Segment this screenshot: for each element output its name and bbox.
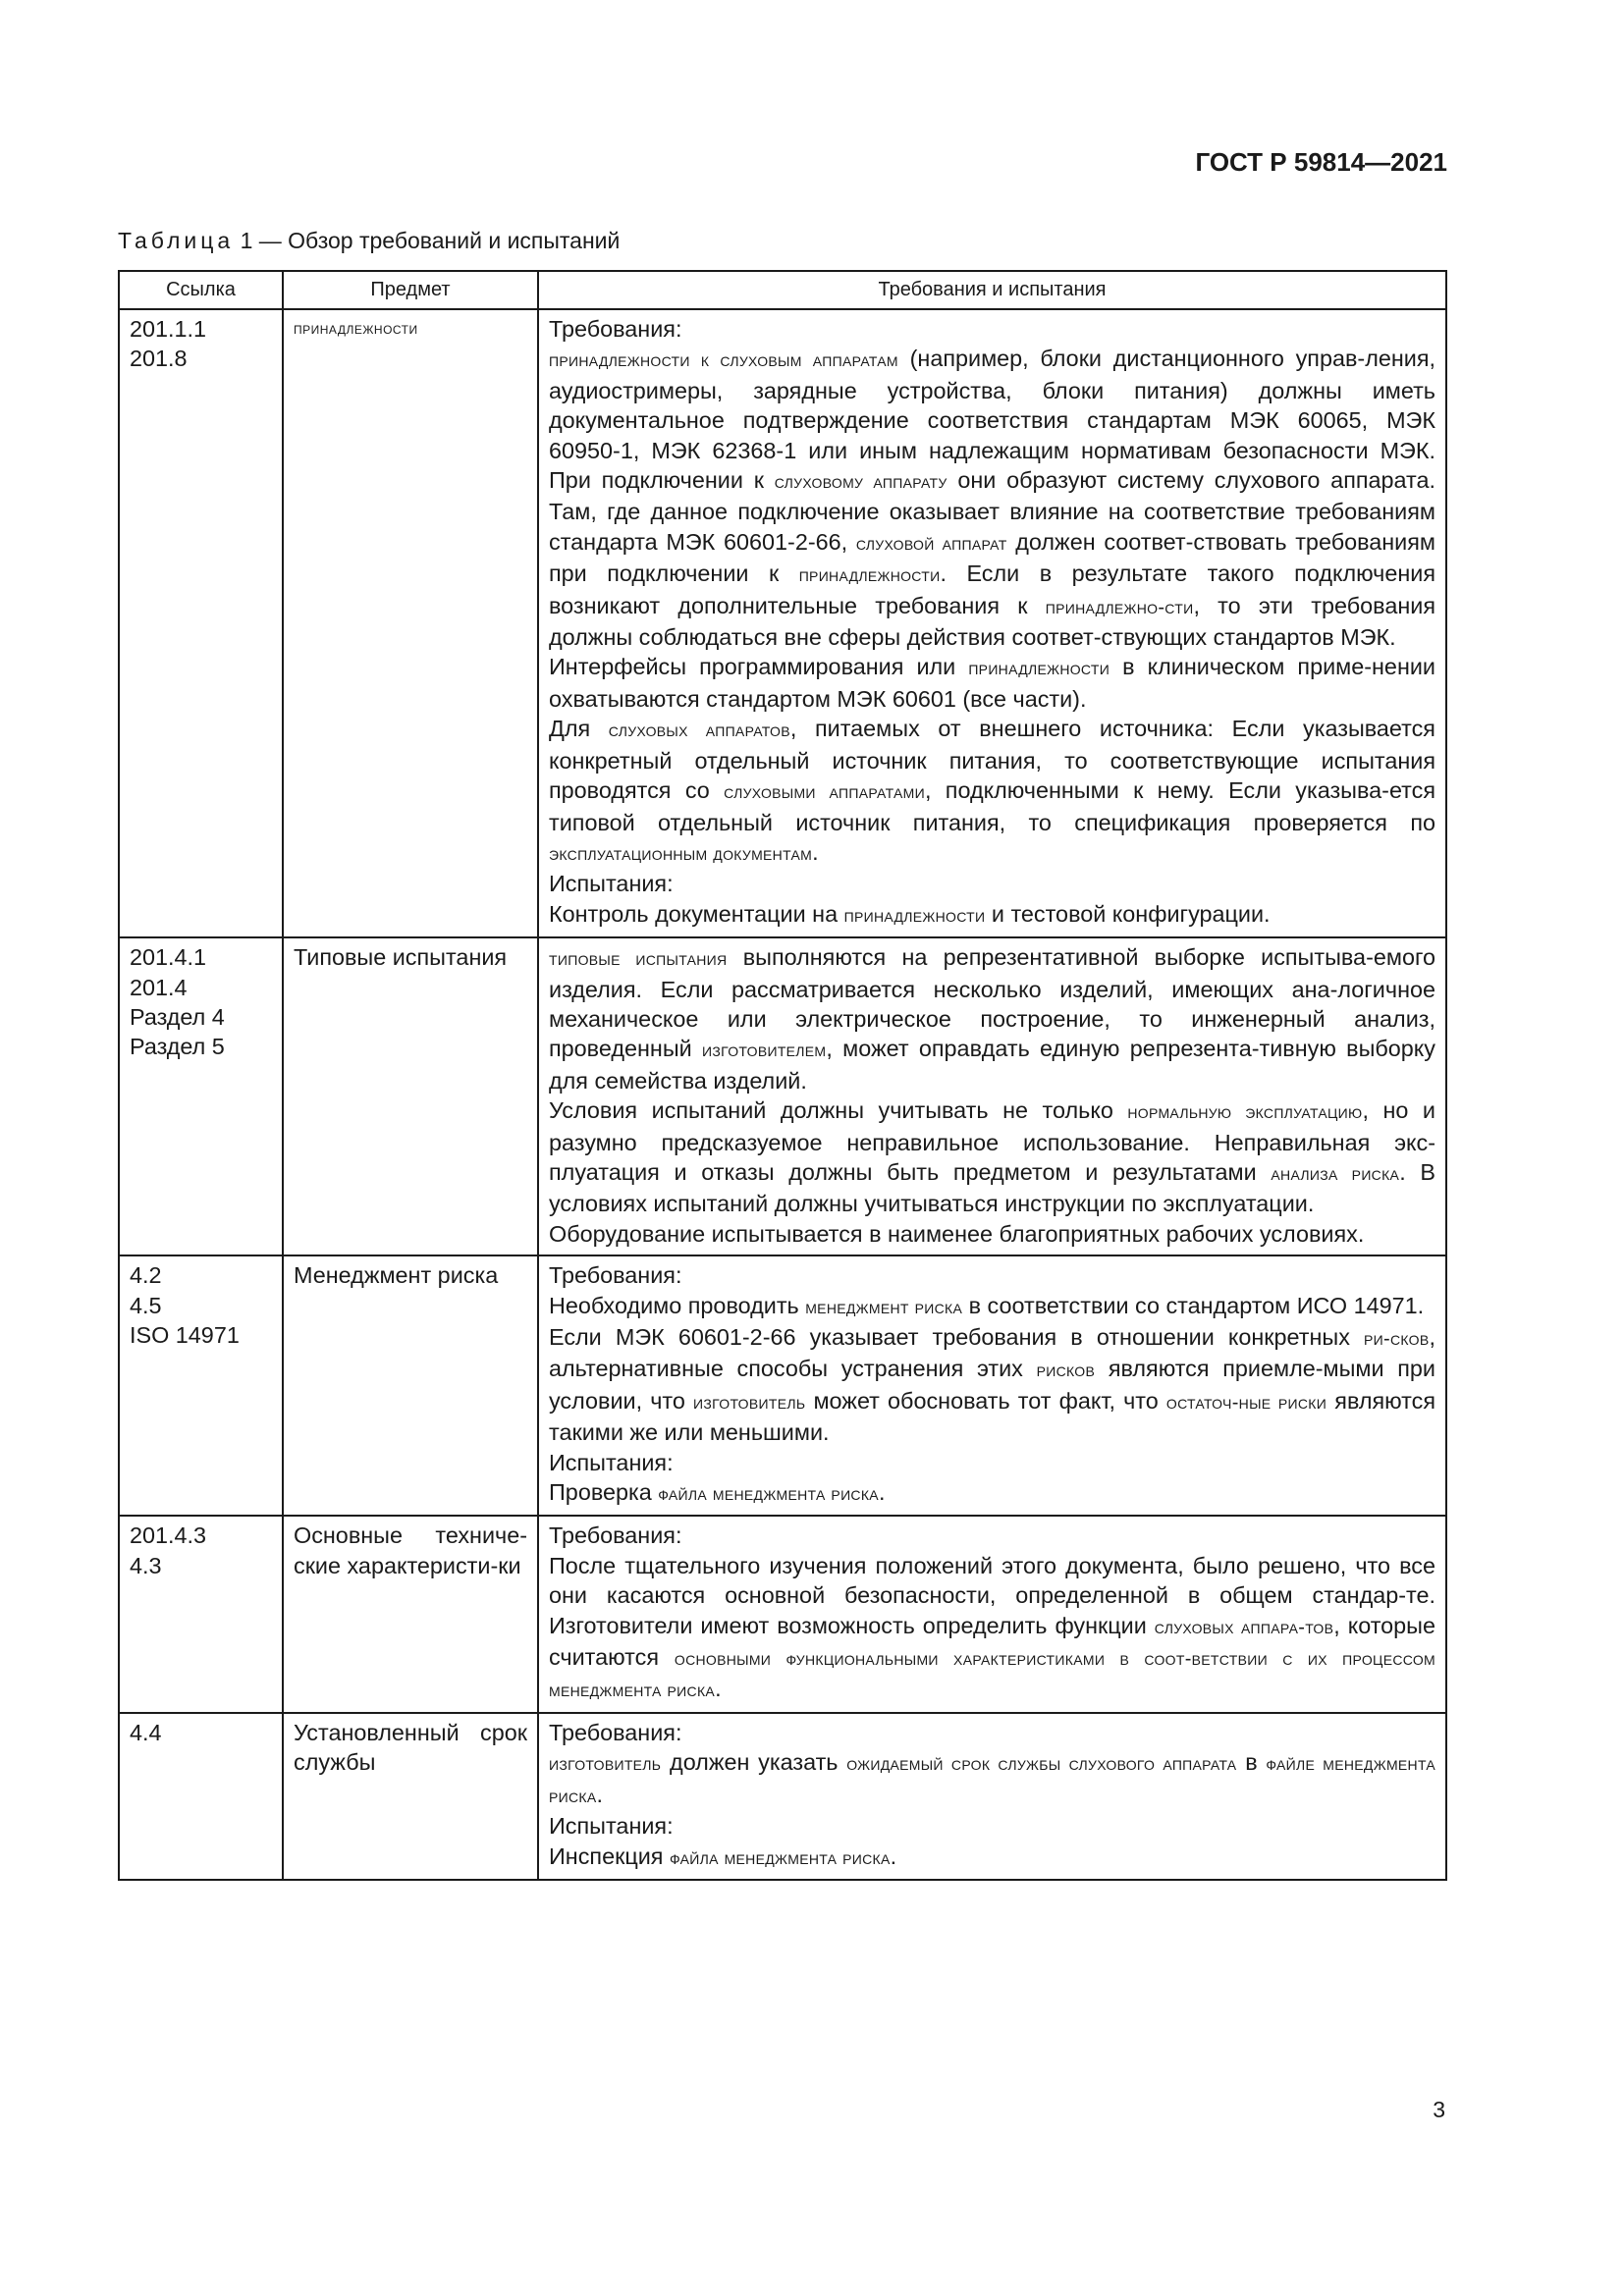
reference-item: Раздел 5 <box>130 1034 225 1060</box>
defined-term: менеджмент риска <box>805 1296 963 1318</box>
reference-cell <box>119 309 283 937</box>
requirement-paragraph: Инспекция файла менеджмента риска. <box>549 1842 897 1869</box>
reference-item: 201.1.1 <box>130 316 207 342</box>
defined-term: рисков <box>1036 1360 1096 1382</box>
reference-cell <box>119 1255 283 1516</box>
reference-item: 201.4 <box>130 974 188 1000</box>
reference-item: 201.8 <box>130 346 188 372</box>
requirements-cell <box>538 1713 1446 1880</box>
table-caption <box>118 228 620 254</box>
requirement-paragraph: Требования: <box>549 1262 682 1289</box>
reference-item: Раздел 4 <box>130 1003 225 1030</box>
reference-item: 4.3 <box>130 1552 162 1578</box>
requirement-paragraph: Оборудование испытывается в наименее благоприятных рабочих условиях. <box>549 1220 1365 1247</box>
reference-item: ISO 14971 <box>130 1322 240 1348</box>
reference-item: 4.4 <box>130 1719 162 1745</box>
table-row <box>119 1516 1446 1712</box>
requirement-paragraph: Интерфейсы программирования или принадлежности в клиническом приме-нении охватываются стандартом МЭК 60601 (все части). <box>549 654 1435 712</box>
subject-cell <box>283 309 538 937</box>
reference-cell <box>119 937 283 1255</box>
reference-item: 4.5 <box>130 1292 162 1318</box>
requirement-paragraph: Если МЭК 60601-2-66 указывает требования в отношении конкретных ри-сков, альтернативные способы устранения этих рисков являются приемле-мыми при условии, что изготовитель может обосновать тот факт, что остаточ-ные риски являются такими же или меньшими. <box>549 1324 1436 1446</box>
requirements-cell <box>538 1255 1446 1516</box>
defined-term: ожидаемый срок службы слухового аппарата <box>846 1753 1237 1776</box>
defined-term: файле менеджмента риска <box>549 1753 1435 1807</box>
defined-term: слуховой аппарат <box>855 532 1007 555</box>
defined-term: остаточ-ные риски <box>1165 1391 1327 1414</box>
defined-term: файла менеджмента риска <box>658 1483 879 1506</box>
requirement-paragraph: Условия испытаний должны учитывать не только нормальную эксплуатацию, но и разумно предсказуемое неправильное использование. Неправильная экс-плуатация и отказы должны быть предметом и результатами анализа риска. В условиях испытаний должны учитываться инструкции по эксплуатации. <box>549 1097 1436 1217</box>
requirement-paragraph: Проверка файла менеджмента риска. <box>549 1479 886 1506</box>
table-row <box>119 1255 1446 1516</box>
defined-term: слуховых аппаратов <box>608 720 790 742</box>
requirement-paragraph: Испытания: <box>549 871 674 897</box>
reference-cell <box>119 1516 283 1712</box>
page-number: 3 <box>1433 2097 1445 2122</box>
subject-cell <box>283 1255 538 1516</box>
subject-text: Установленный срок службы <box>294 1719 527 1776</box>
subject-cell <box>283 937 538 1255</box>
defined-term: принадлежности <box>798 564 941 587</box>
subject-text: принадлежности <box>294 319 418 338</box>
defined-term: типовые испытания <box>549 948 728 971</box>
table-row <box>119 1713 1446 1880</box>
requirement-paragraph: Испытания: <box>549 1813 674 1840</box>
defined-term: принадлежности <box>843 904 986 927</box>
column-header-subject: Предмет <box>283 271 538 309</box>
requirements-table <box>118 270 1447 1881</box>
defined-term: принадлежно-сти <box>1045 596 1194 618</box>
reference-cell <box>119 1713 283 1880</box>
defined-term: слуховыми аппаратами <box>724 781 925 804</box>
requirement-paragraph: Для слуховых аппаратов, питаемых от внешнего источника: Если указывается конкретный отдельный источник питания, то соответствующие испытания проводятся со слуховыми аппаратами, подключенными к нему. Если указыва-ется типовой отдельный источник питания, то спецификация проверяется по эксплуатационным документам. <box>549 716 1435 865</box>
table-row <box>119 937 1446 1255</box>
subject-text: Основные техниче-ские характеристи-ки <box>294 1522 527 1578</box>
table-row <box>119 309 1446 937</box>
requirement-paragraph: типовые испытания выполняются на репрезентативной выборке испытыва-емого изделия. Если рассматривается несколько изделий, имеющих ана-логичное механическое или электрическое построение, то инженерный анализ, проведенный изготовителем, может оправдать единую репрезента-тивную выборку для семейства изделий. <box>549 944 1436 1094</box>
reference-item: 201.4.1 <box>130 944 207 971</box>
table-caption-label: Таблица <box>118 228 235 253</box>
requirement-paragraph: Необходимо проводить менеджмент риска в соответствии со стандартом ИСО 14971. <box>549 1292 1425 1318</box>
reference-item: 201.4.3 <box>130 1522 207 1549</box>
defined-term: слуховых аппара-тов <box>1154 1616 1334 1638</box>
defined-term: эксплуатационным документам <box>549 842 813 865</box>
reference-item: 4.2 <box>130 1262 162 1289</box>
requirements-cell <box>538 1516 1446 1712</box>
requirements-cell <box>538 309 1446 937</box>
defined-term: ри-сков <box>1364 1328 1430 1350</box>
requirement-paragraph: принадлежности к слуховым аппаратам (например, блоки дистанционного управ-ления, аудиостримеры, зарядные устройства, блоки питания) должны иметь документальное подтверждение соответствия стандартам МЭК 60065, МЭК 60950-1, МЭК 62368-1 или иным надлежащим нормативам безопасности МЭК. При подключении к слуховому аппарату они образуют систему слухового аппарата. Там, где данное подключение оказывает влияние на соответствие требованиям стандарта МЭК 60601-2-66, слуховой аппарат должен соответ-ствовать требованиям при подключении к принадлежности. Если в результате такого подключения возникают дополнительные требования к принадлежно-сти, то эти требования должны соблюдаться вне сферы действия соответ-ствующих стандартов МЭК. <box>549 346 1436 651</box>
column-header-reference: Ссылка <box>119 271 283 309</box>
defined-term: изготовитель <box>549 1753 662 1776</box>
defined-term: изготовитель <box>693 1391 806 1414</box>
standard-code: ГОСТ Р 59814—2021 <box>1195 147 1447 177</box>
requirement-paragraph: Требования: <box>549 1522 682 1549</box>
defined-term: принадлежности <box>968 658 1110 680</box>
subject-text: Типовые испытания <box>294 944 508 971</box>
requirement-paragraph: Требования: <box>549 1719 682 1745</box>
requirement-paragraph: После тщательного изучения положений этого документа, было решено, что все они касаются основной безопасности, определенной в общем стандар-те. Изготовители имеют возможность определить функции слуховых аппара-тов, которые считаются основными функциональными характеристиками в соот-ветствии с их процессом менеджмента риска. <box>549 1552 1436 1702</box>
requirement-paragraph: Испытания: <box>549 1449 674 1475</box>
requirement-paragraph: изготовитель должен указать ожидаемый срок службы слухового аппарата в файле менеджмента риска. <box>549 1749 1435 1807</box>
requirements-cell <box>538 937 1446 1255</box>
defined-term: принадлежности к слуховым аппаратам <box>549 349 898 372</box>
table-caption-title: — Обзор требований и испытаний <box>258 228 621 253</box>
column-header-requirements: Требования и испытания <box>538 271 1446 309</box>
defined-term: нормальную эксплуатацию <box>1127 1101 1363 1124</box>
subject-text: Менеджмент риска <box>294 1262 499 1289</box>
requirement-paragraph: Контроль документации на принадлежности и тестовой конфигурации. <box>549 900 1271 927</box>
defined-term: слуховому аппарату <box>774 471 947 494</box>
defined-term: анализа риска <box>1271 1162 1400 1185</box>
subject-cell <box>283 1713 538 1880</box>
table-caption-number: 1 <box>240 228 253 253</box>
subject-cell <box>283 1516 538 1712</box>
defined-term: файла менеджмента риска <box>669 1846 891 1869</box>
defined-term: основными функциональными характеристиками в соот-ветствии с их процессом менеджмента риска <box>549 1648 1436 1702</box>
requirement-paragraph: Требования: <box>549 316 682 342</box>
table-header-row <box>119 271 1446 309</box>
defined-term: изготовителем <box>702 1040 827 1062</box>
